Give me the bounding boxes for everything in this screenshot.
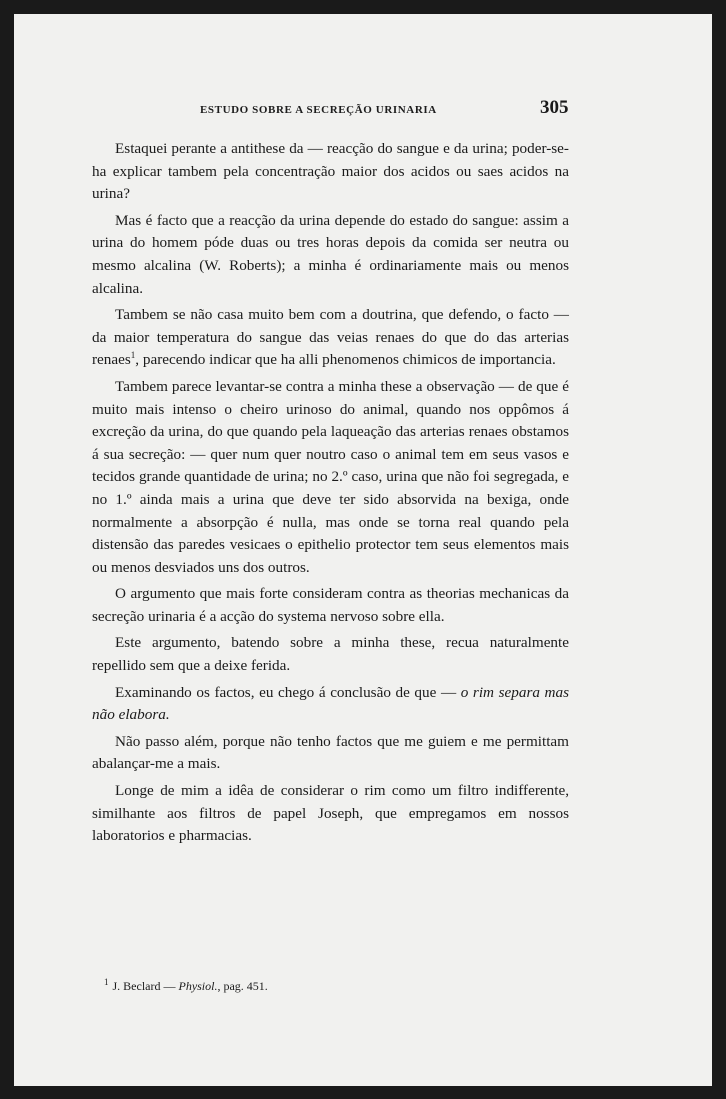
paragraph bbox=[92, 304, 569, 372]
paragraph-text: , parecendo indicar que ha alli phenomenos chimicos de importancia. bbox=[135, 351, 556, 369]
book-page bbox=[14, 14, 712, 1086]
paragraph bbox=[92, 632, 569, 677]
paragraph-text: Mas é facto que a reacção da urina depende do estado do sangue: assim a urina do homem póde duas ou tres horas depois da comida ser neutra ou mesmo alcalina (W. Roberts); a minha é ordinariamente mais ou menos alcalina. bbox=[92, 211, 569, 297]
paragraph bbox=[92, 210, 569, 300]
page-number: 305 bbox=[540, 97, 569, 118]
footnote bbox=[104, 977, 268, 994]
paragraph-text: Longe de mim a idêa de considerar o rim como um filtro indifferente, similhante aos filtros de papel Joseph, que empregamos em nossos laboratorios e pharmacias. bbox=[92, 782, 569, 845]
footnote-author: J. Beclard — bbox=[112, 979, 179, 993]
footnote-work: Physiol. bbox=[178, 979, 218, 993]
footnote-reference: 1 bbox=[130, 350, 136, 361]
paragraph bbox=[92, 682, 569, 727]
paragraph-text: Tambem se não casa muito bem com a doutrina, que defendo, o facto — da maior temperatura do sangue das veias renaes do que do das arterias renaes bbox=[92, 306, 569, 369]
paragraph bbox=[92, 376, 569, 579]
paragraph bbox=[92, 780, 569, 848]
paragraph-text: Este argumento, batendo sobre a minha these, recua naturalmente repellido sem que a deixe ferida. bbox=[92, 634, 569, 675]
paragraph-text: Tambem parece levantar-se contra a minha these a observação — de que é muito mais intenso o cheiro urinoso do animal, quando nos oppômos á excreção da urina, do que quando pela laqueação das arterias renaes obstamos á sua secreção: — quer num quer noutro caso o animal tem em seus vasos e tecidos grande quantidade de urina; no 2.º caso, urina que não foi segregada, e no 1.º ainda mais a urina que deve ter sido absorvida na bexiga, onde normalmente a absorpção é nulla, mas onde se torna real quando pela distensão das paredes vesicaes o epithelio protector tem seus elementos mais ou menos desviados uns dos outros. bbox=[92, 377, 569, 576]
paragraph bbox=[92, 583, 569, 628]
italic-conclusion: o rim separa mas não elabora. bbox=[92, 683, 570, 724]
paragraph-text: Não passo além, porque não tenho factos que me guiem e me permittam abalançar-me a mais. bbox=[92, 732, 569, 773]
footnote-marker: 1 bbox=[104, 977, 109, 987]
paragraph-text: Examinando os factos, eu chego á conclusão de que — bbox=[115, 683, 461, 701]
body-text bbox=[92, 138, 569, 848]
paragraph-text: Estaquei perante a antithese da — reacção do sangue e da urina; poder-se-ha explicar tambem pela concentração maior dos acidos ou saes acidos na urina? bbox=[92, 140, 569, 203]
running-header: ESTUDO SOBRE A SECREÇÃO URINARIA bbox=[200, 104, 437, 116]
paragraph-text: O argumento que mais forte consideram contra as theorias mechanicas da secreção urinaria é a acção do systema nervoso sobre ella. bbox=[92, 585, 569, 625]
paragraph bbox=[92, 138, 569, 206]
footnote-rest: , pag. 451. bbox=[217, 979, 268, 993]
paragraph bbox=[92, 731, 569, 776]
